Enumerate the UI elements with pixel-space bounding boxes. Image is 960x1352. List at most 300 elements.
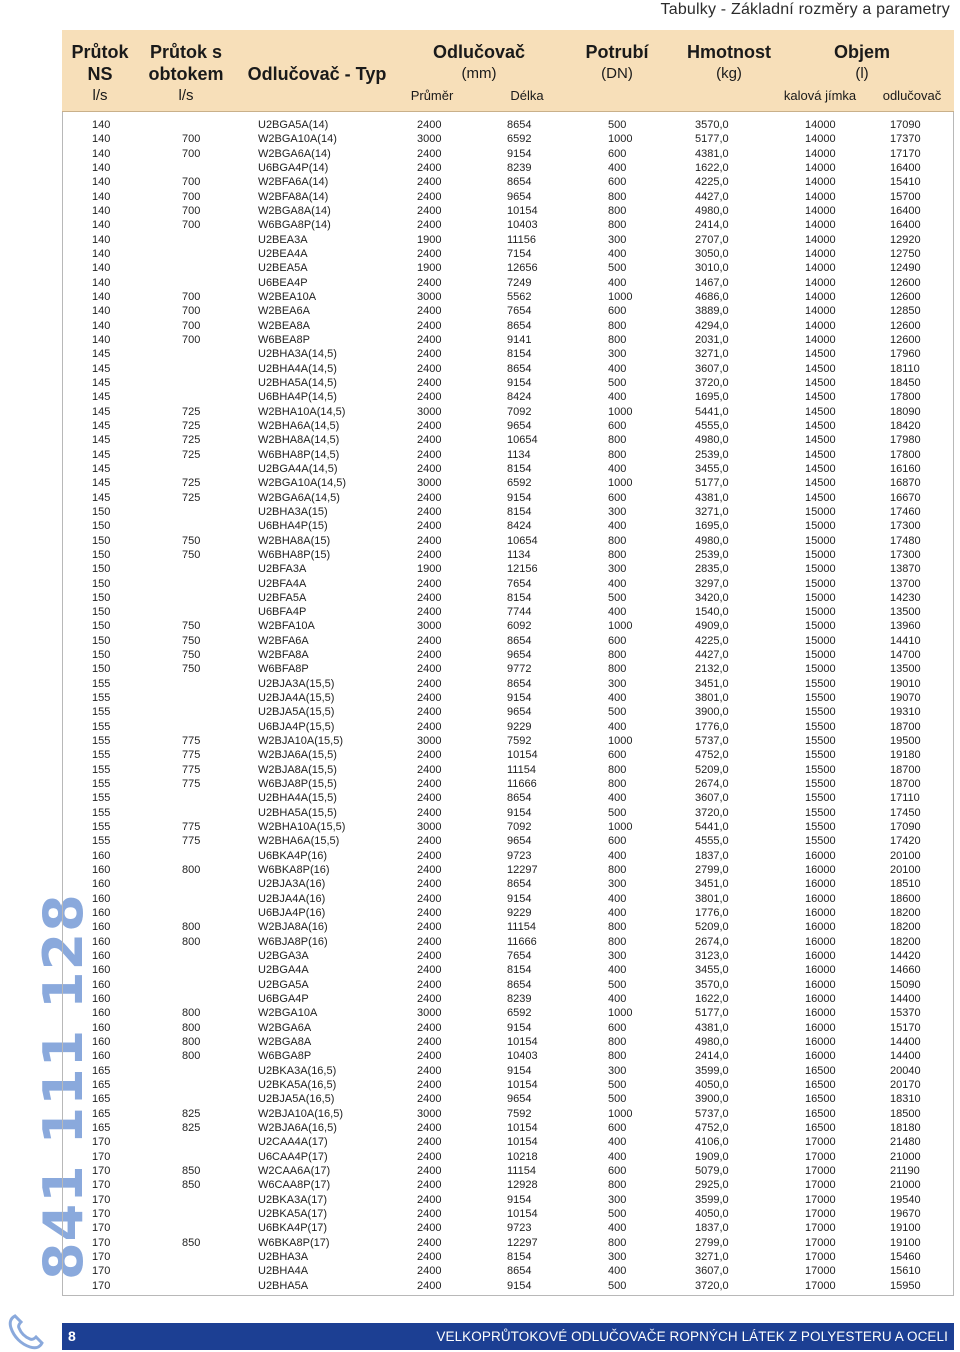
cell-diameter: 1900 xyxy=(417,563,442,576)
cell-weight: 4980,0 xyxy=(695,434,729,447)
cell-flow-ns: 160 xyxy=(92,950,111,963)
cell-separator-type: W2BJA10A(16,5) xyxy=(258,1107,343,1120)
cell-pipe-dn: 600 xyxy=(608,835,627,848)
cell-diameter: 3000 xyxy=(417,620,442,633)
cell-pipe-dn: 500 xyxy=(608,806,627,819)
cell-volume-separator: 12490 xyxy=(890,262,921,275)
cell-volume-separator: 18600 xyxy=(890,892,921,905)
cell-pipe-dn: 800 xyxy=(608,1236,627,1249)
cell-separator-type: U2BJA5A(15,5) xyxy=(258,706,335,719)
cell-flow-ns: 140 xyxy=(92,233,111,246)
table-row xyxy=(62,304,954,318)
table-row xyxy=(62,648,954,662)
cell-weight: 2674,0 xyxy=(695,778,729,791)
cell-diameter: 2400 xyxy=(417,778,442,791)
table-row xyxy=(62,333,954,347)
cell-separator-type: U2BGA5A(14) xyxy=(258,119,329,131)
cell-length: 9154 xyxy=(507,1021,532,1034)
cell-volume-separator: 18090 xyxy=(890,405,921,418)
cell-diameter: 2400 xyxy=(417,993,442,1006)
cell-weight: 4555,0 xyxy=(695,419,729,432)
cell-volume-separator: 13960 xyxy=(890,620,921,633)
cell-separator-type: W2BGA8A xyxy=(258,1036,312,1048)
cell-volume-separator: 19500 xyxy=(890,735,921,748)
cell-flow-bypass: 800 xyxy=(182,921,201,934)
cell-diameter: 2400 xyxy=(417,921,442,934)
cell-diameter: 2400 xyxy=(417,534,442,547)
cell-flow-ns: 150 xyxy=(92,663,111,676)
cell-flow-bypass: 800 xyxy=(182,1007,201,1020)
cell-volume-separator: 17300 xyxy=(890,520,921,533)
cell-diameter: 2400 xyxy=(417,520,442,533)
table-row xyxy=(62,677,954,691)
table-row xyxy=(62,1049,954,1063)
cell-volume-sump: 17000 xyxy=(805,1279,836,1292)
cell-volume-separator: 19180 xyxy=(890,749,921,762)
table-row xyxy=(62,863,954,877)
cell-flow-ns: 160 xyxy=(92,864,111,877)
cell-flow-ns: 140 xyxy=(92,219,111,232)
cell-diameter: 3000 xyxy=(417,821,442,834)
cell-volume-separator: 15460 xyxy=(890,1250,921,1263)
cell-diameter: 2400 xyxy=(417,978,442,991)
table-row xyxy=(62,748,954,762)
cell-weight: 1540,0 xyxy=(695,606,729,619)
header-weight: Hmotnost xyxy=(687,42,771,62)
table-row xyxy=(62,505,954,519)
cell-diameter: 2400 xyxy=(417,1093,442,1106)
cell-pipe-dn: 300 xyxy=(608,1193,627,1206)
cell-diameter: 2400 xyxy=(417,577,442,590)
table-row xyxy=(62,806,954,820)
cell-separator-type: U2BKA3A(17) xyxy=(258,1193,328,1206)
cell-pipe-dn: 1000 xyxy=(608,405,633,418)
cell-flow-bypass: 850 xyxy=(182,1164,201,1177)
cell-flow-bypass: 850 xyxy=(182,1179,201,1192)
cell-length: 9154 xyxy=(507,692,532,705)
cell-length: 6092 xyxy=(507,620,532,633)
cell-flow-bypass: 825 xyxy=(182,1107,201,1120)
cell-volume-separator: 12600 xyxy=(890,333,921,346)
cell-separator-type: U2BJA3A(15,5) xyxy=(258,677,335,690)
cell-separator-type: U2CAA4A(17) xyxy=(258,1136,328,1149)
cell-diameter: 2400 xyxy=(417,305,442,318)
cell-weight: 4427,0 xyxy=(695,190,729,203)
cell-volume-separator: 16400 xyxy=(890,161,921,174)
cell-length: 11156 xyxy=(507,233,536,246)
cell-volume-sump: 15000 xyxy=(805,606,836,619)
cell-pipe-dn: 800 xyxy=(608,864,627,877)
cell-diameter: 2400 xyxy=(417,219,442,232)
cell-pipe-dn: 800 xyxy=(608,649,627,662)
cell-separator-type: W2BGA10A(14,5) xyxy=(258,477,347,490)
cell-flow-ns: 145 xyxy=(92,376,111,389)
cell-length: 9229 xyxy=(507,720,532,733)
cell-pipe-dn: 300 xyxy=(608,233,627,246)
cell-flow-bypass: 750 xyxy=(182,634,201,647)
cell-volume-separator: 18110 xyxy=(890,362,920,375)
cell-volume-sump: 14500 xyxy=(805,405,836,418)
cell-volume-sump: 17000 xyxy=(805,1265,836,1278)
cell-separator-type: U6BKA4P(16) xyxy=(258,849,328,862)
table-row xyxy=(62,619,954,633)
cell-weight: 3900,0 xyxy=(695,1093,729,1106)
cell-separator-type: W6BJA8P(16) xyxy=(258,935,328,948)
cell-weight: 1837,0 xyxy=(695,1222,729,1235)
cell-flow-ns: 145 xyxy=(92,348,111,361)
cell-volume-separator: 20170 xyxy=(890,1078,921,1091)
cell-volume-sump: 14500 xyxy=(805,376,836,389)
cell-diameter: 2400 xyxy=(417,190,442,203)
cell-separator-type: U2BHA3A(14,5) xyxy=(258,348,337,361)
cell-separator-type: U2BHA3A(15) xyxy=(258,505,328,518)
cell-volume-sump: 14500 xyxy=(805,362,836,375)
cell-pipe-dn: 800 xyxy=(608,778,627,791)
table-row xyxy=(62,1078,954,1092)
table-row xyxy=(62,218,954,232)
cell-flow-bypass: 700 xyxy=(182,133,201,146)
cell-length: 9154 xyxy=(507,491,532,504)
cell-pipe-dn: 300 xyxy=(608,878,627,891)
cell-flow-ns: 145 xyxy=(92,434,111,447)
cell-weight: 3050,0 xyxy=(695,247,729,260)
cell-volume-sump: 16000 xyxy=(805,849,836,862)
cell-flow-bypass: 750 xyxy=(182,649,201,662)
cell-weight: 3271,0 xyxy=(695,505,729,518)
cell-flow-bypass: 775 xyxy=(182,763,201,776)
cell-separator-type: W2BHA8A(14,5) xyxy=(258,434,340,447)
cell-volume-separator: 14400 xyxy=(890,1050,921,1063)
cell-volume-sump: 15500 xyxy=(805,778,836,791)
cell-pipe-dn: 800 xyxy=(608,190,627,203)
side-phone-banner xyxy=(2,893,95,1320)
cell-length: 12928 xyxy=(507,1179,538,1192)
cell-weight: 3607,0 xyxy=(695,362,729,375)
cell-separator-type: U2BJA5A(16,5) xyxy=(258,1093,335,1106)
cell-separator-type: U2BHA5A(15,5) xyxy=(258,806,337,819)
cell-pipe-dn: 400 xyxy=(608,1265,627,1278)
cell-volume-separator: 17090 xyxy=(890,119,921,131)
cell-weight: 3599,0 xyxy=(695,1064,729,1077)
cell-volume-sump: 14000 xyxy=(805,147,836,160)
cell-volume-separator: 17800 xyxy=(890,391,921,404)
cell-volume-sump: 14500 xyxy=(805,348,836,361)
cell-length: 12156 xyxy=(507,563,538,576)
cell-flow-ns: 140 xyxy=(92,147,111,160)
cell-separator-type: W2BJA8A(15,5) xyxy=(258,763,337,776)
cell-length: 10154 xyxy=(507,1036,538,1048)
table-row xyxy=(62,834,954,848)
table-row xyxy=(62,720,954,734)
cell-flow-bypass: 750 xyxy=(182,620,201,633)
cell-flow-bypass: 725 xyxy=(182,434,201,447)
cell-separator-type: W2BEA10A xyxy=(258,290,317,303)
table-row xyxy=(62,548,954,562)
cell-length: 7154 xyxy=(507,247,532,260)
cell-diameter: 3000 xyxy=(417,735,442,748)
cell-diameter: 2400 xyxy=(417,376,442,389)
cell-pipe-dn: 500 xyxy=(608,1078,627,1091)
cell-flow-ns: 155 xyxy=(92,778,111,791)
table-row xyxy=(62,935,954,949)
cell-separator-type: W2BHA10A(15,5) xyxy=(258,821,346,834)
table-row xyxy=(62,877,954,891)
table-row xyxy=(62,978,954,992)
cell-pipe-dn: 500 xyxy=(608,978,627,991)
cell-length: 8154 xyxy=(507,348,532,361)
cell-pipe-dn: 400 xyxy=(608,720,627,733)
cell-weight: 2835,0 xyxy=(695,563,729,576)
cell-volume-sump: 16000 xyxy=(805,1021,836,1034)
cell-separator-type: W2BHA8A(15) xyxy=(258,534,331,547)
cell-volume-sump: 14500 xyxy=(805,448,836,461)
cell-length: 8654 xyxy=(507,878,532,891)
table-row xyxy=(62,448,954,462)
table-row xyxy=(62,591,954,605)
cell-separator-type: W6BEA8P xyxy=(258,333,310,346)
cell-volume-sump: 14000 xyxy=(805,119,836,131)
cell-length: 6592 xyxy=(507,1007,532,1020)
cell-volume-separator: 14410 xyxy=(890,634,921,647)
cell-pipe-dn: 500 xyxy=(608,119,627,131)
cell-flow-bypass: 700 xyxy=(182,290,201,303)
cell-volume-sump: 14000 xyxy=(805,333,836,346)
cell-flow-ns: 155 xyxy=(92,821,111,834)
cell-diameter: 2400 xyxy=(417,1121,442,1134)
cell-diameter: 2400 xyxy=(417,1236,442,1249)
cell-diameter: 3000 xyxy=(417,290,442,303)
table-row xyxy=(62,1064,954,1078)
cell-flow-ns: 165 xyxy=(92,1107,111,1120)
cell-flow-ns: 160 xyxy=(92,1050,111,1063)
table-row xyxy=(62,763,954,777)
cell-volume-sump: 16000 xyxy=(805,993,836,1006)
cell-volume-sump: 14000 xyxy=(805,305,836,318)
cell-separator-type: W2BJA10A(15,5) xyxy=(258,735,343,748)
cell-diameter: 2400 xyxy=(417,606,442,619)
cell-separator-type: U2BHA5A xyxy=(258,1279,309,1292)
cell-separator-type: U2BGA4A(14,5) xyxy=(258,462,338,475)
cell-weight: 3123,0 xyxy=(695,950,729,963)
table-row xyxy=(62,577,954,591)
cell-separator-type: U2BFA5A xyxy=(258,591,307,604)
cell-flow-ns: 150 xyxy=(92,577,111,590)
cell-volume-separator: 16160 xyxy=(890,462,921,475)
cell-pipe-dn: 1000 xyxy=(608,133,633,146)
cell-flow-bypass: 750 xyxy=(182,534,201,547)
cell-volume-separator: 19010 xyxy=(890,677,921,690)
cell-volume-separator: 15090 xyxy=(890,978,921,991)
cell-flow-ns: 145 xyxy=(92,391,111,404)
cell-pipe-dn: 400 xyxy=(608,577,627,590)
table-row xyxy=(62,777,954,791)
cell-weight: 3271,0 xyxy=(695,1250,729,1263)
cell-volume-sump: 17000 xyxy=(805,1236,836,1249)
cell-length: 9654 xyxy=(507,706,532,719)
header-volume-unit: (l) xyxy=(855,65,869,82)
cell-separator-type: W6BGA8P xyxy=(258,1050,312,1063)
cell-flow-bypass: 725 xyxy=(182,477,201,490)
cell-flow-bypass: 775 xyxy=(182,821,201,834)
cell-pipe-dn: 500 xyxy=(608,262,627,275)
cell-diameter: 3000 xyxy=(417,477,442,490)
cell-flow-ns: 155 xyxy=(92,735,111,748)
cell-weight: 2132,0 xyxy=(695,663,729,676)
cell-length: 9654 xyxy=(507,190,532,203)
cell-diameter: 2400 xyxy=(417,720,442,733)
cell-separator-type: U2BEA5A xyxy=(258,262,308,275)
cell-flow-ns: 160 xyxy=(92,993,111,1006)
cell-flow-ns: 170 xyxy=(92,1236,111,1249)
cell-pipe-dn: 300 xyxy=(608,677,627,690)
cell-volume-separator: 14420 xyxy=(890,950,921,963)
cell-length: 8654 xyxy=(507,362,532,375)
cell-volume-sump: 14000 xyxy=(805,219,836,232)
cell-flow-ns: 160 xyxy=(92,878,111,891)
cell-diameter: 2400 xyxy=(417,964,442,977)
cell-length: 10154 xyxy=(507,749,538,762)
header-diameter: Průměr xyxy=(410,88,454,103)
cell-separator-type: W2BFA6A xyxy=(258,634,309,647)
cell-diameter: 2400 xyxy=(417,333,442,346)
cell-flow-ns: 140 xyxy=(92,204,111,217)
cell-volume-separator: 17110 xyxy=(890,792,920,805)
cell-length: 9772 xyxy=(507,663,532,676)
cell-length: 8654 xyxy=(507,634,532,647)
cell-pipe-dn: 600 xyxy=(608,1121,627,1134)
cell-volume-separator: 14400 xyxy=(890,1036,921,1048)
cell-diameter: 2400 xyxy=(417,1036,442,1048)
cell-weight: 4980,0 xyxy=(695,1036,729,1048)
table-row xyxy=(62,734,954,748)
table-header xyxy=(62,30,954,112)
cell-volume-separator: 12600 xyxy=(890,290,921,303)
cell-length: 7592 xyxy=(507,1107,532,1120)
cell-pipe-dn: 300 xyxy=(608,505,627,518)
cell-volume-separator: 14660 xyxy=(890,964,921,977)
cell-pipe-dn: 300 xyxy=(608,1064,627,1077)
cell-volume-sump: 14000 xyxy=(805,262,836,275)
table-row xyxy=(62,949,954,963)
cell-volume-separator: 12600 xyxy=(890,319,921,332)
cell-separator-type: W2BHA6A(14,5) xyxy=(258,419,340,432)
cell-flow-ns: 145 xyxy=(92,491,111,504)
cell-length: 7092 xyxy=(507,405,532,418)
cell-separator-type: W2BGA6A(14,5) xyxy=(258,491,340,504)
cell-volume-sump: 17000 xyxy=(805,1150,836,1163)
cell-pipe-dn: 600 xyxy=(608,305,627,318)
cell-length: 10403 xyxy=(507,219,538,232)
cell-volume-sump: 15000 xyxy=(805,563,836,576)
cell-diameter: 2400 xyxy=(417,1279,442,1292)
header-length: Délka xyxy=(510,88,544,103)
table-row xyxy=(62,519,954,533)
cell-weight: 3455,0 xyxy=(695,462,729,475)
cell-volume-separator: 14230 xyxy=(890,591,921,604)
table-row xyxy=(62,562,954,576)
cell-separator-type: U2BGA5A xyxy=(258,978,309,991)
cell-weight: 3720,0 xyxy=(695,376,729,389)
cell-length: 7249 xyxy=(507,276,532,289)
header-pipe-unit: (DN) xyxy=(601,65,633,82)
cell-weight: 3607,0 xyxy=(695,792,729,805)
cell-flow-ns: 155 xyxy=(92,792,111,805)
cell-volume-sump: 16500 xyxy=(805,1078,836,1091)
cell-separator-type: W2BEA6A xyxy=(258,305,310,318)
cell-separator-type: U6BGA4P xyxy=(258,993,309,1006)
cell-weight: 5441,0 xyxy=(695,821,729,834)
cell-volume-sump: 17000 xyxy=(805,1250,836,1263)
cell-flow-ns: 145 xyxy=(92,405,111,418)
cell-volume-separator: 17420 xyxy=(890,835,921,848)
cell-length: 1134 xyxy=(507,548,531,561)
table-row xyxy=(62,1250,954,1264)
cell-volume-sump: 14000 xyxy=(805,319,836,332)
cell-pipe-dn: 400 xyxy=(608,907,627,920)
cell-diameter: 2400 xyxy=(417,649,442,662)
cell-pipe-dn: 1000 xyxy=(608,477,633,490)
cell-weight: 4980,0 xyxy=(695,534,729,547)
cell-length: 10218 xyxy=(507,1150,538,1163)
cell-weight: 4909,0 xyxy=(695,620,729,633)
cell-diameter: 2400 xyxy=(417,204,442,217)
cell-separator-type: U2BHA5A(14,5) xyxy=(258,376,337,389)
cell-volume-sump: 15500 xyxy=(805,677,836,690)
cell-volume-sump: 17000 xyxy=(805,1207,836,1220)
cell-flow-bypass: 775 xyxy=(182,778,201,791)
cell-volume-separator: 21000 xyxy=(890,1179,921,1192)
cell-flow-ns: 155 xyxy=(92,763,111,776)
cell-length: 7654 xyxy=(507,305,532,318)
cell-volume-sump: 14500 xyxy=(805,491,836,504)
cell-pipe-dn: 400 xyxy=(608,964,627,977)
cell-volume-sump: 16000 xyxy=(805,935,836,948)
cell-volume-sump: 16500 xyxy=(805,1064,836,1077)
cell-diameter: 2400 xyxy=(417,907,442,920)
cell-volume-sump: 15000 xyxy=(805,577,836,590)
cell-volume-sump: 15000 xyxy=(805,649,836,662)
cell-volume-sump: 15000 xyxy=(805,534,836,547)
cell-pipe-dn: 800 xyxy=(608,434,627,447)
cell-pipe-dn: 400 xyxy=(608,993,627,1006)
table-row xyxy=(62,705,954,719)
cell-volume-separator: 19070 xyxy=(890,692,921,705)
cell-volume-separator: 13700 xyxy=(890,577,921,590)
cell-volume-sump: 14000 xyxy=(805,204,836,217)
cell-volume-separator: 17450 xyxy=(890,806,921,819)
cell-diameter: 2400 xyxy=(417,434,442,447)
table-row xyxy=(62,476,954,490)
cell-pipe-dn: 400 xyxy=(608,391,627,404)
cell-pipe-dn: 800 xyxy=(608,1036,627,1048)
cell-separator-type: W6BJA8P(15,5) xyxy=(258,778,337,791)
cell-flow-ns: 140 xyxy=(92,133,111,146)
cell-volume-separator: 21190 xyxy=(890,1164,920,1177)
cell-diameter: 2400 xyxy=(417,792,442,805)
cell-volume-sump: 17000 xyxy=(805,1179,836,1192)
table-row xyxy=(62,233,954,247)
cell-diameter: 2400 xyxy=(417,1136,442,1149)
cell-flow-bypass: 700 xyxy=(182,319,201,332)
cell-volume-sump: 16000 xyxy=(805,864,836,877)
cell-volume-sump: 17000 xyxy=(805,1193,836,1206)
table-row xyxy=(62,634,954,648)
cell-flow-ns: 140 xyxy=(92,119,111,131)
cell-length: 8239 xyxy=(507,161,532,174)
cell-flow-ns: 160 xyxy=(92,935,111,948)
cell-weight: 1909,0 xyxy=(695,1150,729,1163)
cell-volume-separator: 18180 xyxy=(890,1121,921,1134)
